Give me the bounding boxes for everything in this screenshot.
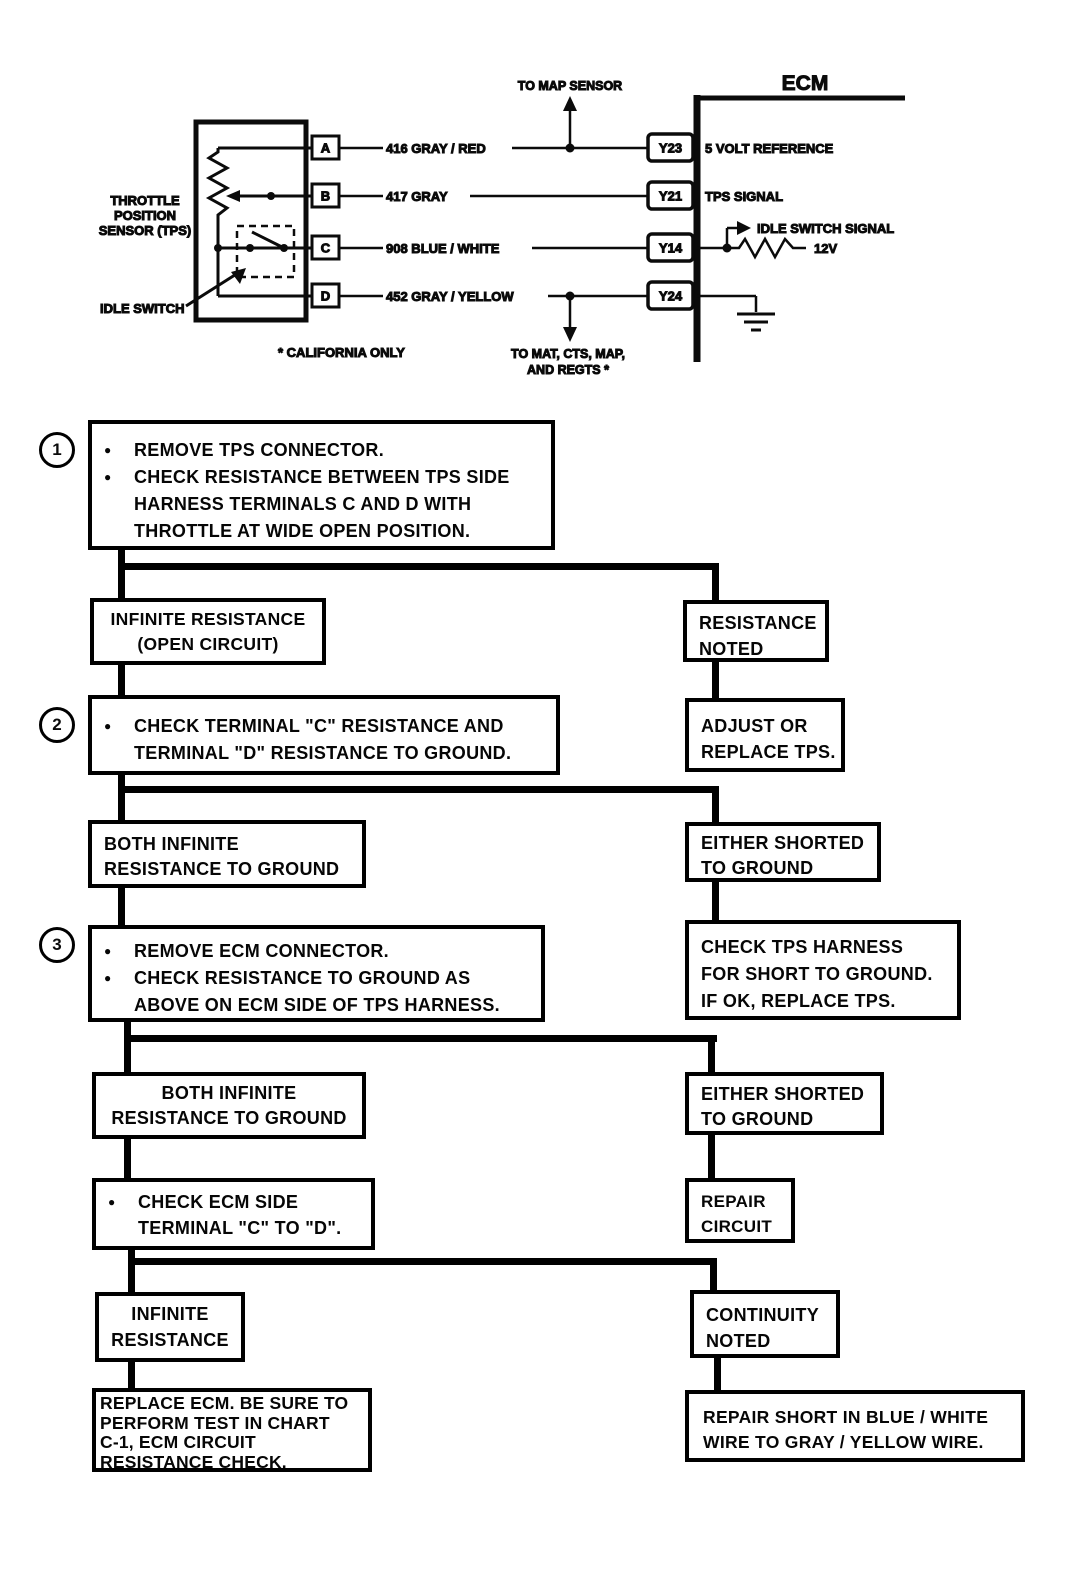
bullet-item — [92, 713, 556, 767]
action-line: WIRE TO GRAY / YELLOW WIRE. — [703, 1432, 984, 1452]
bullet-item — [92, 965, 541, 1019]
outcome-box-resistance-noted — [683, 600, 829, 662]
outcome-box-both-infinite-1 — [88, 820, 366, 888]
bullet-icon: ● — [104, 443, 112, 457]
action-line: REPAIR — [701, 1192, 766, 1211]
connector-line — [124, 1137, 131, 1181]
ecm-title: ECM — [781, 72, 829, 95]
step-number: 1 — [52, 440, 62, 459]
wire-452-label: 452 GRAY / YELLOW — [386, 289, 514, 304]
connector-line — [128, 1248, 135, 1295]
step-circle-1 — [39, 432, 75, 468]
step1-instruction-box — [88, 420, 555, 550]
step-circle-2 — [39, 707, 75, 743]
tps-signal-label: TPS SIGNAL — [705, 189, 784, 204]
outcome-box-either-shorted-2 — [685, 1072, 884, 1135]
to-map-sensor-label: TO MAP SENSOR — [517, 79, 623, 93]
connector-line — [118, 563, 719, 570]
outcome-line: RESISTANCE TO GROUND — [104, 859, 340, 879]
outcome-line: (OPEN CIRCUIT) — [137, 633, 279, 654]
step-number: 3 — [52, 935, 62, 954]
outcome-line: INFINITE RESISTANCE — [110, 608, 306, 629]
instruction-line: TERMINAL "C" TO "D". — [138, 1218, 342, 1238]
ground-symbol-icon — [737, 314, 775, 330]
outcome-line: TO GROUND — [701, 858, 814, 878]
bullet-icon: ● — [104, 470, 112, 484]
step2-instruction-box — [88, 695, 560, 775]
wire-417-gray — [339, 189, 648, 204]
bullet-icon: ● — [108, 1195, 116, 1209]
wire-417-label: 417 GRAY — [386, 189, 448, 204]
pullup-resistor-icon — [727, 239, 806, 257]
outcome-line: BOTH INFINITE — [161, 1082, 297, 1103]
step-circle-3 — [39, 927, 75, 963]
svg-text:POSITION: POSITION — [113, 208, 177, 223]
outcome-line: RESISTANCE — [111, 1330, 229, 1350]
outcome-line: NOTED — [706, 1331, 771, 1351]
bullet-item — [96, 1189, 371, 1241]
outcome-box-infinite-resistance-open-circuit — [90, 598, 326, 665]
svg-text:SENSOR (TPS): SENSOR (TPS) — [98, 223, 192, 238]
connector-line — [712, 786, 719, 825]
action-line: CIRCUIT — [701, 1217, 773, 1236]
action-box-adjust-or-replace-tps — [685, 698, 845, 772]
action-line: CHECK TPS HARNESS — [701, 937, 904, 957]
action-box-repair-circuit — [685, 1178, 795, 1243]
bullet-icon: ● — [104, 719, 112, 733]
tps-ecm-circuit-diagram — [0, 0, 1084, 410]
connector-line — [118, 548, 125, 600]
bullet-item — [92, 464, 551, 545]
wire-416-label: 416 GRAY / RED — [386, 141, 486, 156]
action-line: RESISTANCE CHECK. — [100, 1451, 287, 1472]
twelve-volt-label: 12V — [814, 241, 838, 256]
outcome-line: RESISTANCE — [699, 613, 817, 633]
idle-switch-signal-branch — [697, 221, 894, 257]
ground-branch — [697, 296, 775, 330]
outcome-line: TO GROUND — [701, 1109, 814, 1129]
outcome-line: INFINITE — [131, 1304, 209, 1324]
instruction-line: CHECK TERMINAL "C" RESISTANCE AND — [134, 716, 504, 736]
terminal-c-label: C — [320, 240, 331, 256]
connector-line — [710, 1258, 717, 1293]
outcome-line: NOTED — [699, 639, 764, 659]
ecm-terminal-y21-label: Y21 — [658, 188, 683, 204]
to-mat-note-line2: AND REGTS * — [527, 363, 609, 377]
action-line: PERFORM TEST IN CHART — [100, 1412, 330, 1433]
tps-terminal-boxes — [312, 136, 339, 307]
instruction-box-check-ecm-side — [92, 1178, 375, 1250]
connector-line — [118, 773, 125, 823]
action-line: C-1, ECM CIRCUIT — [100, 1432, 256, 1452]
bullet-icon: ● — [104, 944, 112, 958]
outcome-box-continuity-noted — [690, 1290, 840, 1358]
instruction-line: CHECK RESISTANCE TO GROUND AS — [134, 968, 471, 988]
bullet-item — [92, 938, 541, 965]
five-volt-reference-label: 5 VOLT REFERENCE — [705, 141, 834, 156]
outcome-line: EITHER SHORTED — [701, 833, 865, 853]
action-box-repair-short — [685, 1390, 1025, 1462]
connector-line — [712, 880, 719, 923]
outcome-line: RESISTANCE TO GROUND — [111, 1107, 347, 1128]
terminal-b-label: B — [320, 188, 331, 204]
connector-line — [118, 663, 125, 698]
outcome-box-both-infinite-2 — [92, 1072, 366, 1139]
instruction-line: THROTTLE AT WIDE OPEN POSITION. — [134, 521, 471, 541]
idle-switch-signal-label: IDLE SWITCH SIGNAL — [757, 221, 895, 236]
wire-908-label: 908 BLUE / WHITE — [386, 241, 500, 256]
wire-908-blue-white — [339, 241, 648, 256]
outcome-line: EITHER SHORTED — [701, 1084, 865, 1104]
connector-line — [712, 563, 719, 603]
action-line: REPLACE TPS. — [701, 742, 836, 762]
bullet-item — [92, 437, 551, 464]
tps-sensor-label — [99, 193, 191, 238]
instruction-line: HARNESS TERMINALS C AND D WITH — [134, 494, 472, 514]
ecm-terminal-y24-label: Y24 — [658, 288, 683, 304]
outcome-box-infinite-resistance — [95, 1292, 245, 1362]
connector-line — [118, 786, 719, 793]
idle-signal-arrowhead-icon — [737, 221, 751, 235]
instruction-line: REMOVE TPS CONNECTOR. — [134, 440, 384, 460]
to-mat-note-line1: TO MAT, CTS, MAP, — [511, 347, 625, 361]
action-box-replace-ecm — [92, 1388, 372, 1472]
connector-line — [128, 1258, 717, 1265]
terminal-d-label: D — [320, 288, 331, 304]
terminal-a-label: A — [320, 140, 331, 156]
instruction-line: ABOVE ON ECM SIDE OF TPS HARNESS. — [134, 995, 500, 1015]
outcome-line: CONTINUITY — [706, 1305, 819, 1325]
ecm-terminal-y14-label: Y14 — [658, 240, 683, 256]
action-line: ADJUST OR — [701, 716, 808, 736]
connector-line — [712, 660, 719, 701]
ecm-terminal-boxes — [648, 134, 693, 309]
connector-line — [124, 1020, 131, 1075]
to-mat-arrowhead-icon — [563, 327, 577, 342]
step-number: 2 — [52, 715, 62, 734]
connector-line — [118, 886, 125, 928]
svg-text:THROTTLE: THROTTLE — [110, 193, 180, 208]
outcome-line: BOTH INFINITE — [104, 834, 239, 854]
step3-instruction-box — [88, 925, 545, 1022]
california-only-note: * CALIFORNIA ONLY — [278, 345, 405, 360]
wire-416-gray-red — [339, 79, 648, 156]
action-line: REPAIR SHORT IN BLUE / WHITE — [703, 1407, 989, 1427]
connector-line — [714, 1356, 721, 1393]
outcome-box-either-shorted-1 — [685, 822, 881, 882]
connector-line — [708, 1035, 715, 1075]
action-box-check-tps-harness — [685, 920, 961, 1020]
idle-switch-label: IDLE SWITCH — [100, 301, 185, 316]
action-line: FOR SHORT TO GROUND. — [701, 964, 933, 984]
connector-line — [708, 1133, 715, 1181]
bullet-icon: ● — [104, 971, 112, 985]
action-line: IF OK, REPLACE TPS. — [701, 991, 896, 1011]
connector-line — [124, 1035, 717, 1042]
instruction-line: TERMINAL "D" RESISTANCE TO GROUND. — [134, 743, 512, 763]
ecm-terminal-y23-label: Y23 — [658, 140, 683, 156]
to-map-arrowhead-icon — [563, 96, 577, 111]
connector-line — [128, 1360, 135, 1391]
instruction-line: CHECK ECM SIDE — [138, 1192, 299, 1212]
instruction-line: REMOVE ECM CONNECTOR. — [134, 941, 389, 961]
wire-452-gray-yellow — [339, 289, 648, 377]
instruction-line: CHECK RESISTANCE BETWEEN TPS SIDE — [134, 467, 510, 487]
action-line: REPLACE ECM. BE SURE TO — [100, 1393, 349, 1413]
